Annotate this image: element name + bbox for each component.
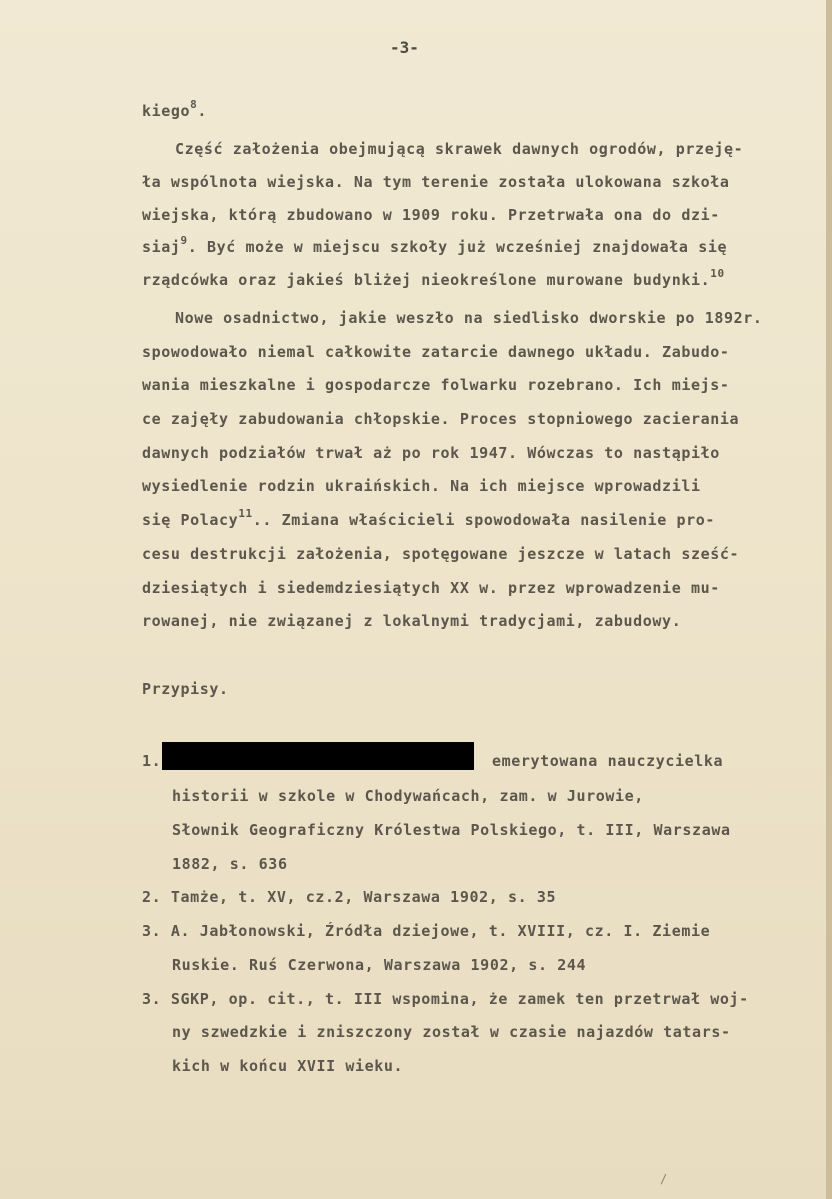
footnote-ref: 8 bbox=[190, 98, 198, 111]
footnote-line: kich w końcu XVII wieku. bbox=[172, 1057, 404, 1075]
body-line: cesu destrukcji założenia, spotęgowane jeszcze w latach sześć- bbox=[142, 545, 740, 563]
body-line: się Polacy$^{11}$.. Zmiana właścicieli spowodowała nasilenie pro- bbox=[142, 507, 716, 529]
footnotes-heading: Przypisy. bbox=[142, 680, 229, 698]
footnote-line: 2. Tamże, t. XV, cz.2, Warszawa 1902, s. 35 bbox=[142, 888, 557, 906]
body-line: wiejska, którą zbudowano w 1909 roku. Przetrwała ona do dzi- bbox=[142, 206, 720, 224]
footnote-number: 1. bbox=[142, 752, 162, 770]
footnote-line: 1882, s. 636 bbox=[172, 855, 288, 873]
body-line: wania mieszkalne i gospodarcze folwarku rozebrano. Ich miejs- bbox=[142, 376, 730, 394]
redaction-bar bbox=[162, 742, 474, 770]
corner-mark: / bbox=[660, 1172, 668, 1186]
footnote-line: Ruskie. Ruś Czerwona, Warszawa 1902, s. 244 bbox=[172, 956, 587, 974]
body-line: dziesiątych i siedemdziesiątych XX w. przez wprowadzenie mu- bbox=[142, 579, 720, 597]
body-line: Nowe osadnictwo, jakie weszło na siedlisko dworskie po 1892r. bbox=[175, 309, 763, 327]
footnote-ref: 9 bbox=[180, 234, 188, 247]
body-line: wysiedlenie rodzin ukraińskich. Na ich miejsce wprowadzili bbox=[142, 477, 701, 495]
footnote-ref: 10 bbox=[710, 267, 725, 280]
footnote-line: ny szwedzkie i zniszczony został w czasie najazdów tatars- bbox=[172, 1023, 731, 1041]
body-line: ce zajęły zabudowania chłopskie. Proces stopniowego zacierania bbox=[142, 410, 740, 428]
footnote-line: emerytowana nauczycielka bbox=[492, 752, 724, 770]
page-edge bbox=[826, 0, 832, 1199]
footnote-line: 3. A. Jabłonowski, Źródła dziejowe, t. XVIII, cz. I. Ziemie bbox=[142, 922, 711, 940]
body-line: siaj$^9$. Być może w miejscu szkoły już wcześniej znajdowała się bbox=[142, 234, 728, 256]
body-line: dawnych podziałów trwał aż po rok 1947. Wówczas to nastąpiło bbox=[142, 444, 720, 462]
footnote-line: Słownik Geograficzny Królestwa Polskiego, t. III, Warszawa bbox=[172, 821, 731, 839]
footnote-ref: 11 bbox=[238, 507, 253, 520]
body-line: Część założenia obejmującą skrawek dawnych ogrodów, przeję- bbox=[175, 140, 744, 158]
body-line: rowanej, nie związanej z lokalnymi tradycjami, zabudowy. bbox=[142, 612, 682, 630]
footnote-line: historii w szkole w Chodywańcach, zam. w Jurowie, bbox=[172, 787, 644, 805]
page-number: -3- bbox=[390, 38, 419, 57]
footnote-line: 3. SGKP, op. cit., t. III wspomina, że zamek ten przetrwał woj- bbox=[142, 990, 749, 1008]
body-line: rządcówka oraz jakieś bliżej nieokreślone murowane budynki.$^{10}$ bbox=[142, 267, 725, 289]
body-line: spowodowało niemal całkowite zatarcie dawnego układu. Zabudo- bbox=[142, 343, 730, 361]
body-line: ła wspólnota wiejska. Na tym terenie została ulokowana szkoła bbox=[142, 173, 730, 191]
body-line: kiego$^8$. bbox=[142, 98, 208, 120]
